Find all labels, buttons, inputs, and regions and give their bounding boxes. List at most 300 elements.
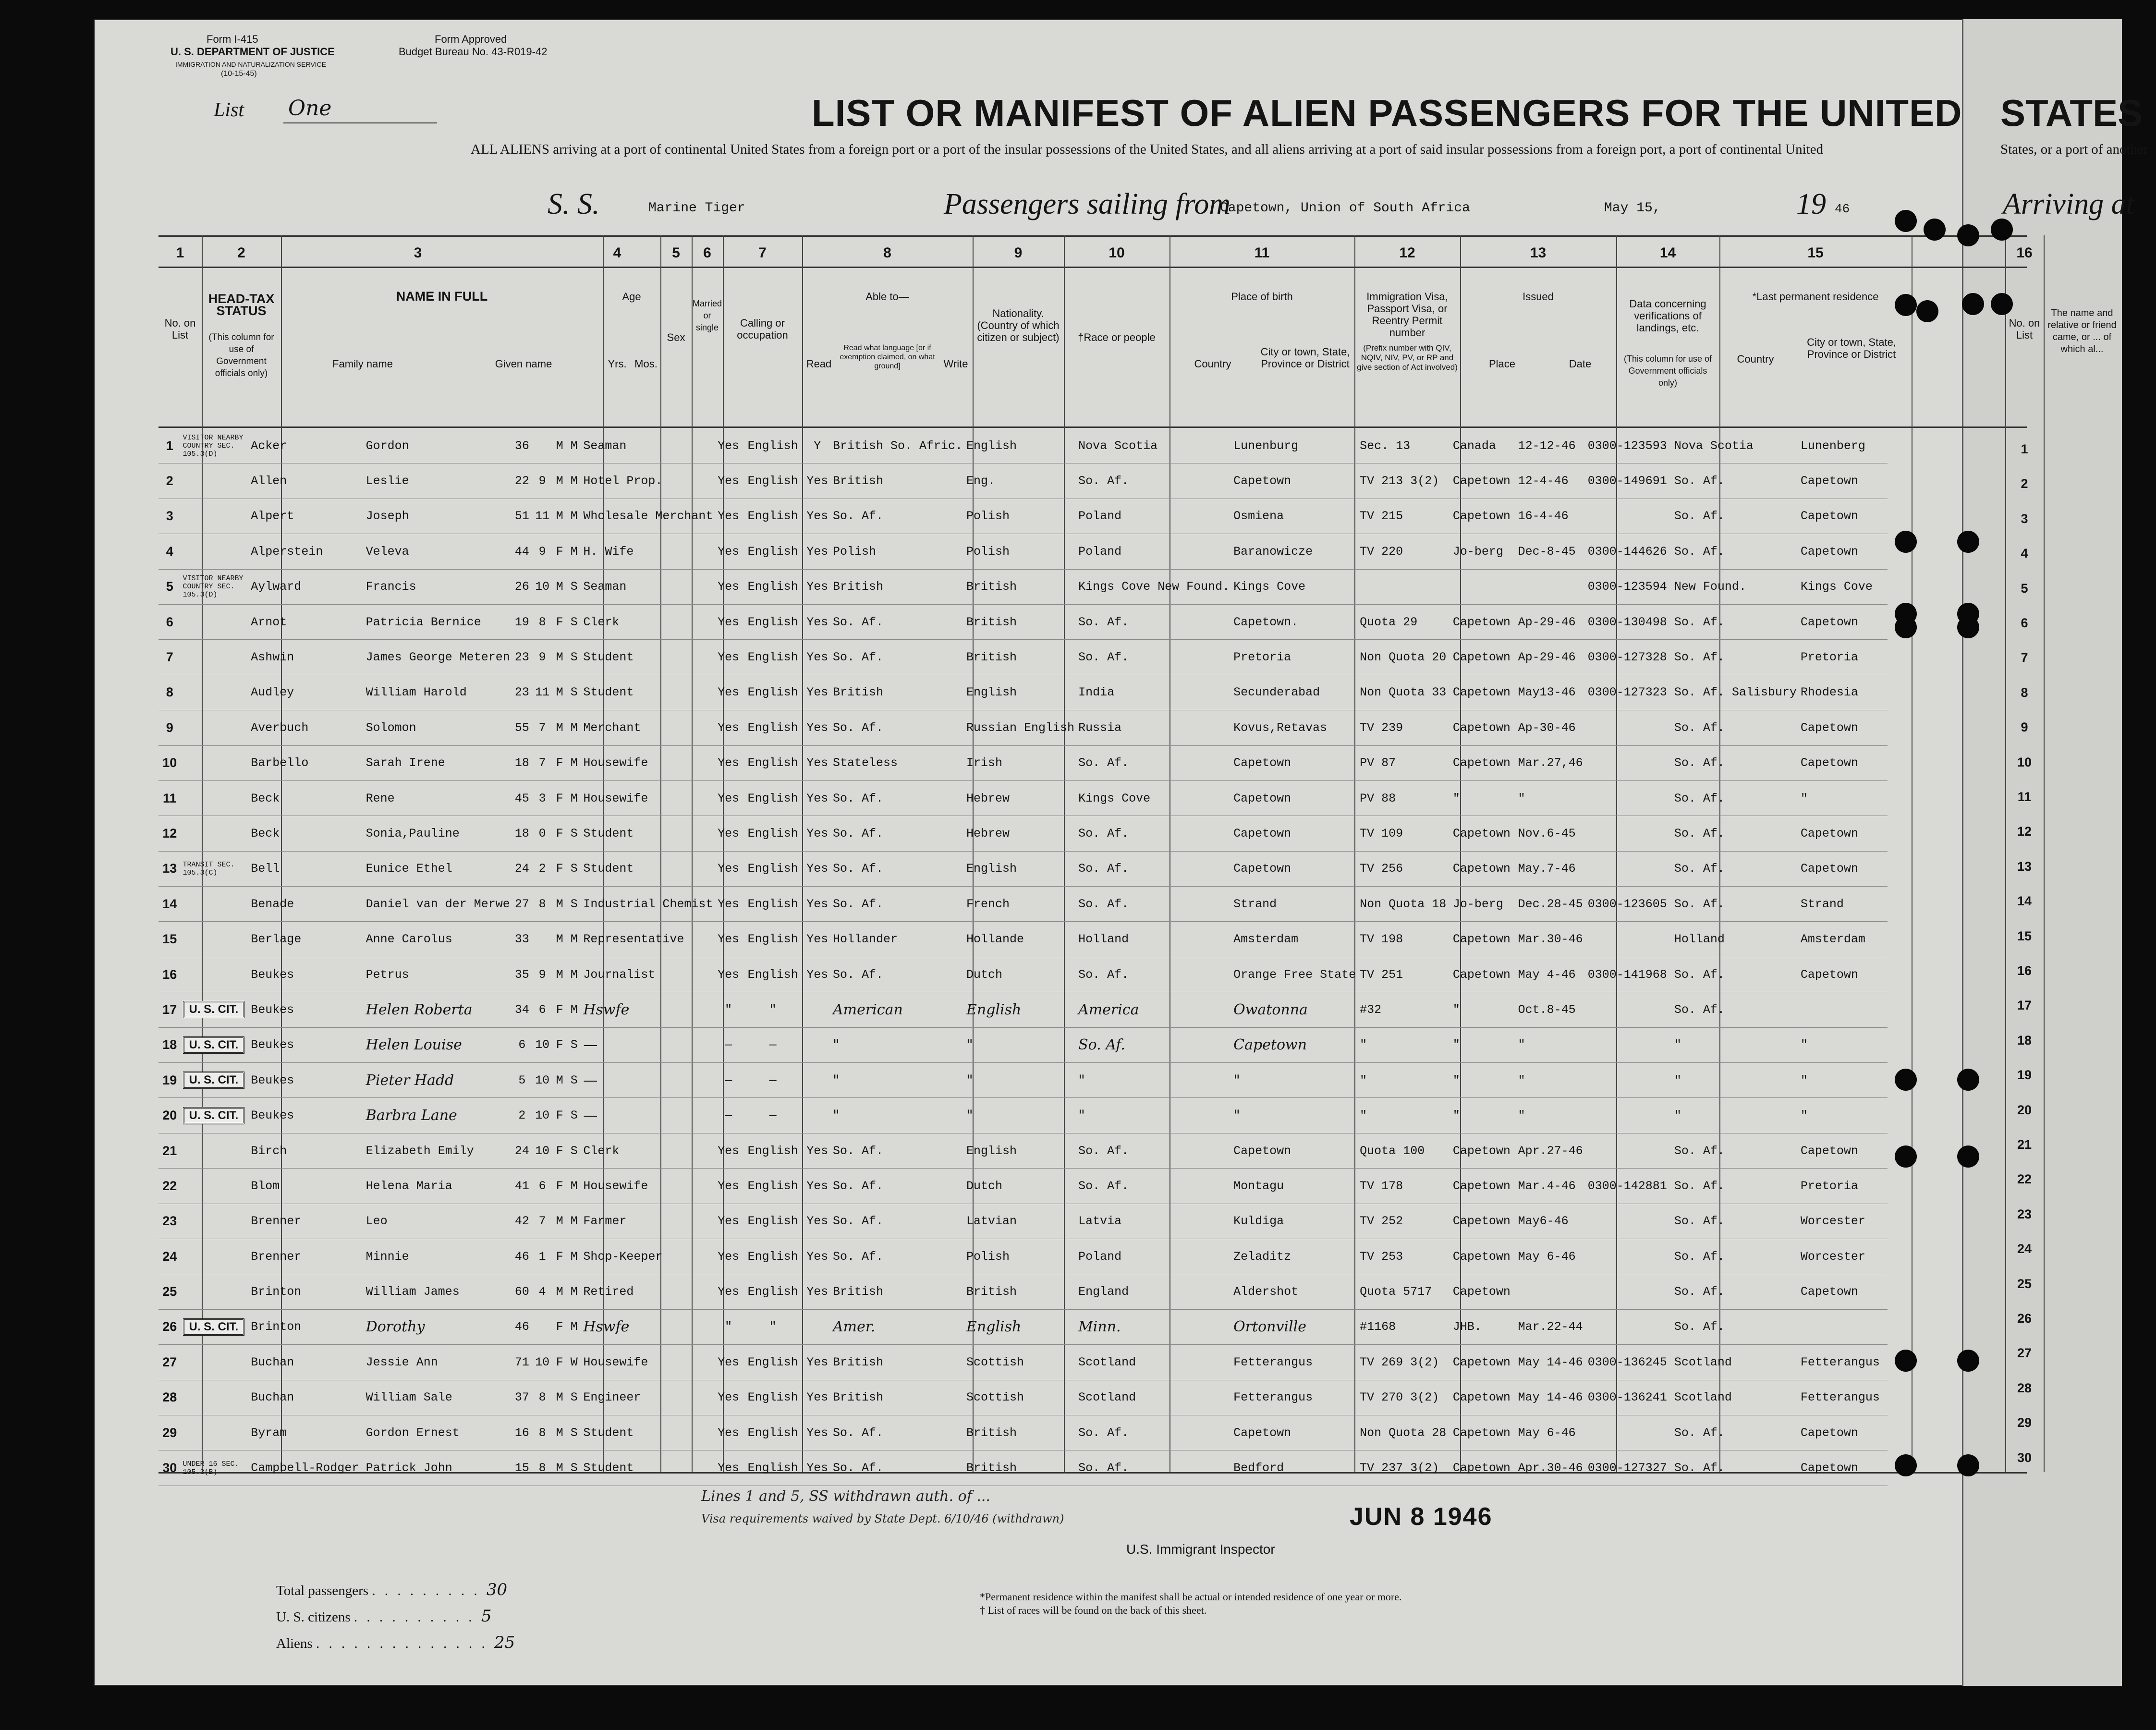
read-language: English [742, 534, 804, 569]
us-citizens-row: U. S. citizens . . . . . . . . . . 5 [276, 1607, 492, 1626]
nationality: So. Af. [831, 1169, 964, 1204]
table-row [158, 463, 1888, 499]
visa-number: TV 178 [1358, 1169, 1451, 1204]
department: U. S. DEPARTMENT OF JUSTICE [171, 46, 335, 58]
verification-data [1586, 816, 1672, 851]
birth-city: Capetown [1231, 1415, 1358, 1450]
race: Polish [964, 534, 1076, 569]
visa-number: #1168 [1358, 1309, 1451, 1344]
can-write: Yes [804, 675, 831, 710]
read-language: English [742, 1133, 804, 1168]
table-row [158, 1027, 1888, 1062]
age-months: 8 [532, 604, 552, 639]
read-language: English [742, 1239, 804, 1274]
right-list-number: 12 [2017, 824, 2032, 839]
issued-place: Capetown [1451, 745, 1516, 780]
read-language: English [742, 1450, 804, 1486]
head-tax-status [181, 675, 249, 710]
head-tax-status [181, 1239, 249, 1274]
can-write: Yes [804, 1169, 831, 1204]
visa-number: Non Quota 33 [1358, 675, 1451, 710]
table-row [158, 710, 1888, 745]
table-row [158, 499, 1888, 534]
right-list-number: 26 [2017, 1311, 2032, 1326]
can-read: Yes [715, 1380, 742, 1415]
table-row [158, 992, 1888, 1027]
birth-city: Orange Free State [1231, 957, 1358, 992]
occupation: — [581, 1027, 715, 1062]
visa-number: TV 253 [1358, 1239, 1451, 1274]
table-row [158, 569, 1888, 604]
occupation: Student [581, 851, 715, 886]
age-years: 24 [512, 851, 532, 886]
age-months: 1 [532, 1239, 552, 1274]
birth-country: So. Af. [1076, 816, 1231, 851]
hdr-issued-date: Date [1569, 358, 1592, 370]
colnum-9: 9 [1014, 245, 1023, 261]
right-list-number: 15 [2017, 928, 2032, 943]
read-language: English [742, 745, 804, 780]
birth-city: Capetown [1231, 851, 1358, 886]
age-years: 51 [512, 499, 532, 534]
list-number: 11 [158, 780, 181, 816]
given-name: William Harold [364, 675, 512, 710]
head-tax-status [181, 745, 249, 780]
list-number: 22 [158, 1169, 181, 1204]
hdr-head-tax-note: (This column for use of Government officials only) [208, 332, 274, 378]
issued-place: Capetown [1451, 1169, 1516, 1204]
family-name: Barbello [249, 745, 364, 780]
sex: F [552, 1345, 567, 1380]
right-list-number: 29 [2017, 1415, 2032, 1430]
last-residence-country: So. Af. [1672, 604, 1799, 639]
can-write: Yes [804, 816, 831, 851]
issued-date: Apr.27-46 [1516, 1133, 1586, 1168]
can-read: Yes [715, 851, 742, 886]
birth-city: Montagu [1231, 1169, 1358, 1204]
age-months: 9 [532, 640, 552, 675]
right-list-number: 9 [2021, 720, 2028, 735]
race: Hebrew [964, 780, 1076, 816]
last-residence-city: Capetown [1799, 816, 1888, 851]
age-years: 19 [512, 604, 532, 639]
issued-date: 16-4-46 [1516, 499, 1586, 534]
nationality: British [831, 1380, 964, 1415]
birth-country: So. Af. [1076, 463, 1231, 499]
family-name: Arnot [249, 604, 364, 639]
sex: F [552, 1098, 567, 1133]
right-list-number: 4 [2021, 546, 2028, 561]
nationality: American [831, 992, 964, 1027]
issued-date: Ap-29-46 [1516, 640, 1586, 675]
can-write: Yes [804, 1450, 831, 1486]
birth-city: Capetown [1231, 463, 1358, 499]
verification-data: 0300-123594 [1586, 569, 1672, 604]
sex: F [552, 780, 567, 816]
list-number: 27 [158, 1345, 181, 1380]
issued-place: Capetown [1451, 922, 1516, 957]
last-residence-city: " [1799, 1063, 1888, 1098]
hdr-verification-note: (This column for use of Government officials only) [1623, 354, 1712, 388]
birth-city: Kings Cove [1231, 569, 1358, 604]
issued-date: Ap-30-46 [1516, 710, 1586, 745]
verification-data: 0300-127328 [1586, 640, 1672, 675]
list-number: 10 [158, 745, 181, 780]
marital-status: S [567, 816, 581, 851]
age-months: 7 [532, 745, 552, 780]
marital-status: M [567, 463, 581, 499]
list-number: 3 [158, 499, 181, 534]
given-name: William James [364, 1274, 512, 1309]
last-residence-city: Pretoria [1799, 1169, 1888, 1204]
family-name: Acker [249, 428, 364, 463]
race: British [964, 1274, 1076, 1309]
last-residence-city: Capetown [1799, 534, 1888, 569]
list-number: 8 [158, 675, 181, 710]
given-name: Patrick John [364, 1450, 512, 1486]
can-write [804, 1309, 831, 1344]
last-residence-country: " [1672, 1027, 1799, 1062]
given-name: Solomon [364, 710, 512, 745]
can-write: Yes [804, 1239, 831, 1274]
punch-hole [1895, 531, 1917, 553]
birth-country: Latvia [1076, 1204, 1231, 1239]
marital-status: M [567, 780, 581, 816]
birth-country: Scotland [1076, 1345, 1231, 1380]
given-name: Patricia Bernice [364, 604, 512, 639]
can-write: Yes [804, 1380, 831, 1415]
issued-date: " [1516, 1027, 1586, 1062]
issued-date: 12-12-46 [1516, 428, 1586, 463]
sex: M [552, 957, 567, 992]
marital-status: M [567, 745, 581, 780]
right-list-number: 18 [2017, 1033, 2032, 1048]
read-language: English [742, 851, 804, 886]
race: Eng. [964, 463, 1076, 499]
age-months: 9 [532, 534, 552, 569]
age-months: 7 [532, 710, 552, 745]
read-language: English [742, 780, 804, 816]
issued-place: Capetown [1451, 1133, 1516, 1168]
ship-name: Marine Tiger [648, 201, 745, 216]
read-language: " [742, 1309, 804, 1344]
head-tax-status [181, 1169, 249, 1204]
colnum-6: 6 [703, 245, 711, 261]
occupation: Student [581, 675, 715, 710]
head-tax-status [181, 992, 249, 1027]
family-name: Brenner [249, 1239, 364, 1274]
given-name: Francis [364, 569, 512, 604]
can-write: Yes [804, 1204, 831, 1239]
occupation: Seaman [581, 569, 715, 604]
marital-status: M [567, 1169, 581, 1204]
can-write: Yes [804, 710, 831, 745]
list-number: 12 [158, 816, 181, 851]
birth-country: So. Af. [1076, 887, 1231, 922]
visa-number: Quota 100 [1358, 1133, 1451, 1168]
last-residence-country: So. Af. [1672, 1450, 1799, 1486]
nationality: So. Af. [831, 957, 964, 992]
visa-number: TV 215 [1358, 499, 1451, 534]
last-residence-country: So. Af. [1672, 463, 1799, 499]
right-list-number: 30 [2017, 1450, 2032, 1465]
hdr-read-language: Read what language [or if exemption claimed, on what ground] [840, 344, 935, 370]
last-residence-country: So. Af. [1672, 851, 1799, 886]
given-name: Sonia,Pauline [364, 816, 512, 851]
verification-data: 0300-144626 [1586, 534, 1672, 569]
can-read: Yes [715, 745, 742, 780]
table-row [158, 1380, 1888, 1415]
marital-status: S [567, 1133, 581, 1168]
colnum-3: 3 [414, 245, 422, 261]
manifest-title-continued: STATES [2000, 92, 2143, 134]
occupation: Retired [581, 1274, 715, 1309]
visa-number: Sec. 13 [1358, 428, 1451, 463]
table-row [158, 534, 1888, 569]
verification-data: 0300-123593 [1586, 428, 1672, 463]
can-read: Yes [715, 1345, 742, 1380]
hdr-read: Read [806, 358, 832, 370]
visa-number: TV 198 [1358, 922, 1451, 957]
can-read: Yes [715, 922, 742, 957]
last-residence-country: So. Af. [1672, 1274, 1799, 1309]
marital-status: M [567, 992, 581, 1027]
last-residence-city: Capetown [1799, 499, 1888, 534]
us-citizen-stamp: U. S. CIT. [183, 1036, 245, 1054]
last-residence-city: Capetown [1799, 1133, 1888, 1168]
marital-status: S [567, 675, 581, 710]
table-row [158, 922, 1888, 957]
marital-status: M [567, 1309, 581, 1344]
verification-data: 0300-127327 [1586, 1450, 1672, 1486]
punch-hole [1991, 219, 2013, 241]
issued-place: " [1451, 1027, 1516, 1062]
visa-number: TV 213 3(2) [1358, 463, 1451, 499]
read-language: English [742, 499, 804, 534]
marital-status: S [567, 1380, 581, 1415]
age-months [532, 428, 552, 463]
issued-place: " [1451, 992, 1516, 1027]
last-residence-country: So. Af. [1672, 1309, 1799, 1344]
last-residence-city: " [1799, 1098, 1888, 1133]
issued-place: Capetown [1451, 604, 1516, 639]
last-residence-city: Capetown [1799, 710, 1888, 745]
sailing-label: Passengers sailing from [944, 188, 1231, 220]
birth-city: Kovus,Retavas [1231, 710, 1358, 745]
manifest-subtitle-continued: States, or a port of another [2000, 142, 2148, 157]
list-number: 14 [158, 887, 181, 922]
given-name: Minnie [364, 1239, 512, 1274]
head-tax-status [181, 816, 249, 851]
can-write: Yes [804, 851, 831, 886]
visa-number: TV 269 3(2) [1358, 1345, 1451, 1380]
budget-bureau: Budget Bureau No. 43-R019-42 [399, 46, 548, 58]
head-tax-status [181, 1309, 249, 1344]
sex: M [552, 1415, 567, 1450]
head-tax-status [181, 1063, 249, 1098]
hdr-visa: Immigration Visa, Passport Visa, or Reentry Permit number [1366, 291, 1448, 339]
colnum-10: 10 [1108, 245, 1125, 261]
verification-data [1586, 1239, 1672, 1274]
age-years: 41 [512, 1169, 532, 1204]
colnum-13: 13 [1530, 245, 1547, 261]
hdr-issued: Issued [1523, 291, 1554, 303]
list-number: 18 [158, 1027, 181, 1062]
nationality: Stateless [831, 745, 964, 780]
hdr-yrs: Yrs. [608, 358, 627, 370]
can-read: Yes [715, 1450, 742, 1486]
head-tax-status [181, 780, 249, 816]
right-list-number: 8 [2021, 685, 2028, 700]
footnote-races: † List of races will be found on the back of this sheet. [980, 1604, 1207, 1616]
right-list-number: 1 [2021, 442, 2028, 456]
right-list-number: 27 [2017, 1346, 2032, 1361]
occupation: Merchant [581, 710, 715, 745]
race: British [964, 604, 1076, 639]
birth-city: Owatonna [1231, 992, 1358, 1027]
list-number: 24 [158, 1239, 181, 1274]
can-write [804, 1063, 831, 1098]
issued-date: " [1516, 1063, 1586, 1098]
occupation: Housewife [581, 745, 715, 780]
age-years: 35 [512, 957, 532, 992]
adjacent-sheet [1962, 19, 2122, 1686]
punch-hole [1916, 300, 1938, 322]
birth-country: So. Af. [1076, 640, 1231, 675]
sex: M [552, 1380, 567, 1415]
family-name: Beukes [249, 1027, 364, 1062]
issued-date: Mar.4-46 [1516, 1169, 1586, 1204]
family-name: Beukes [249, 957, 364, 992]
birth-city: Fetterangus [1231, 1345, 1358, 1380]
given-name: Gordon Ernest [364, 1415, 512, 1450]
age-months: 10 [532, 1027, 552, 1062]
last-residence-country: Holland [1672, 922, 1799, 957]
can-write: Yes [804, 534, 831, 569]
birth-city: " [1231, 1063, 1358, 1098]
can-write: Yes [804, 569, 831, 604]
age-years: 2 [512, 1098, 532, 1133]
age-months: 2 [532, 851, 552, 886]
right-list-number: 10 [2017, 755, 2032, 769]
can-read: Yes [715, 710, 742, 745]
read-language: English [742, 463, 804, 499]
age-months [532, 1309, 552, 1344]
us-citizen-stamp: U. S. CIT. [183, 1107, 245, 1124]
verification-data [1586, 922, 1672, 957]
race: Scottish [964, 1380, 1076, 1415]
birth-country: " [1076, 1098, 1231, 1133]
visa-number: TV 239 [1358, 710, 1451, 745]
colnum-5: 5 [672, 245, 680, 261]
age-years: 34 [512, 992, 532, 1027]
list-number: 20 [158, 1098, 181, 1133]
issued-place: Capetown [1451, 1345, 1516, 1380]
sex: F [552, 1133, 567, 1168]
table-row [158, 957, 1888, 992]
service: IMMIGRATION AND NATURALIZATION SERVICE [175, 61, 326, 68]
issued-place: Capetown [1451, 499, 1516, 534]
last-residence-city: Fetterangus [1799, 1380, 1888, 1415]
birth-city: Strand [1231, 887, 1358, 922]
marital-status: M [567, 1274, 581, 1309]
list-number: 23 [158, 1204, 181, 1239]
age-years: 27 [512, 887, 532, 922]
arriving-label: Arriving at [2003, 188, 2134, 220]
colnum-1: 1 [176, 245, 184, 261]
list-value: One [288, 96, 332, 121]
given-name: Anne Carolus [364, 922, 512, 957]
age-years: 18 [512, 816, 532, 851]
race: Latvian [964, 1204, 1076, 1239]
form-number: Form I-415 [207, 33, 258, 45]
birth-country: So. Af. [1076, 604, 1231, 639]
us-citizen-stamp: U. S. CIT. [183, 1001, 245, 1018]
total-passengers-row: Total passengers . . . . . . . . . 30 [276, 1580, 508, 1599]
race: British [964, 1450, 1076, 1486]
race: English [964, 851, 1076, 886]
head-tax-status [181, 1380, 249, 1415]
verification-data: 0300-149691 [1586, 463, 1672, 499]
birth-city: Amsterdam [1231, 922, 1358, 957]
last-residence-city: Capetown [1799, 604, 1888, 639]
issued-date: " [1516, 780, 1586, 816]
read-language: " [742, 992, 804, 1027]
given-name: Pieter Hadd [364, 1063, 512, 1098]
verification-data [1586, 1204, 1672, 1239]
last-residence-city: Capetown [1799, 1274, 1888, 1309]
issued-date: May6-46 [1516, 1204, 1586, 1239]
birth-country: Russia [1076, 710, 1231, 745]
birth-country: England [1076, 1274, 1231, 1309]
age-years: 18 [512, 745, 532, 780]
head-tax-status [181, 640, 249, 675]
can-write: Y [804, 428, 831, 463]
read-language: English [742, 569, 804, 604]
punch-hole [1895, 1069, 1917, 1091]
last-residence-country: " [1672, 1063, 1799, 1098]
birth-city: Fetterangus [1231, 1380, 1358, 1415]
sex: F [552, 1239, 567, 1274]
verification-data [1586, 1063, 1672, 1098]
head-tax-status [181, 1415, 249, 1450]
read-language: English [742, 1274, 804, 1309]
age-years: 36 [512, 428, 532, 463]
birth-country: Kings Cove New Found. [1076, 569, 1231, 604]
last-residence-country: So. Af. [1672, 887, 1799, 922]
marital-status: M [567, 957, 581, 992]
given-name: Helena Maria [364, 1169, 512, 1204]
can-read: " [715, 992, 742, 1027]
can-write: Yes [804, 499, 831, 534]
hdr-place-of-birth: Place of birth [1231, 291, 1293, 303]
given-name: Joseph [364, 499, 512, 534]
punch-hole [1957, 1350, 1979, 1372]
can-write: Yes [804, 957, 831, 992]
table-row [158, 675, 1888, 710]
list-number: 21 [158, 1133, 181, 1168]
sex: M [552, 675, 567, 710]
race: English [964, 1309, 1076, 1344]
last-residence-country: So. Af. [1672, 780, 1799, 816]
table-row [158, 1345, 1888, 1380]
given-name: Barbra Lane [364, 1098, 512, 1133]
hdr-family-name: Family name [332, 358, 393, 370]
marital-status: M [567, 710, 581, 745]
can-read: Yes [715, 1133, 742, 1168]
last-residence-country: So. Af. [1672, 1169, 1799, 1204]
given-name: Elizabeth Emily [364, 1133, 512, 1168]
